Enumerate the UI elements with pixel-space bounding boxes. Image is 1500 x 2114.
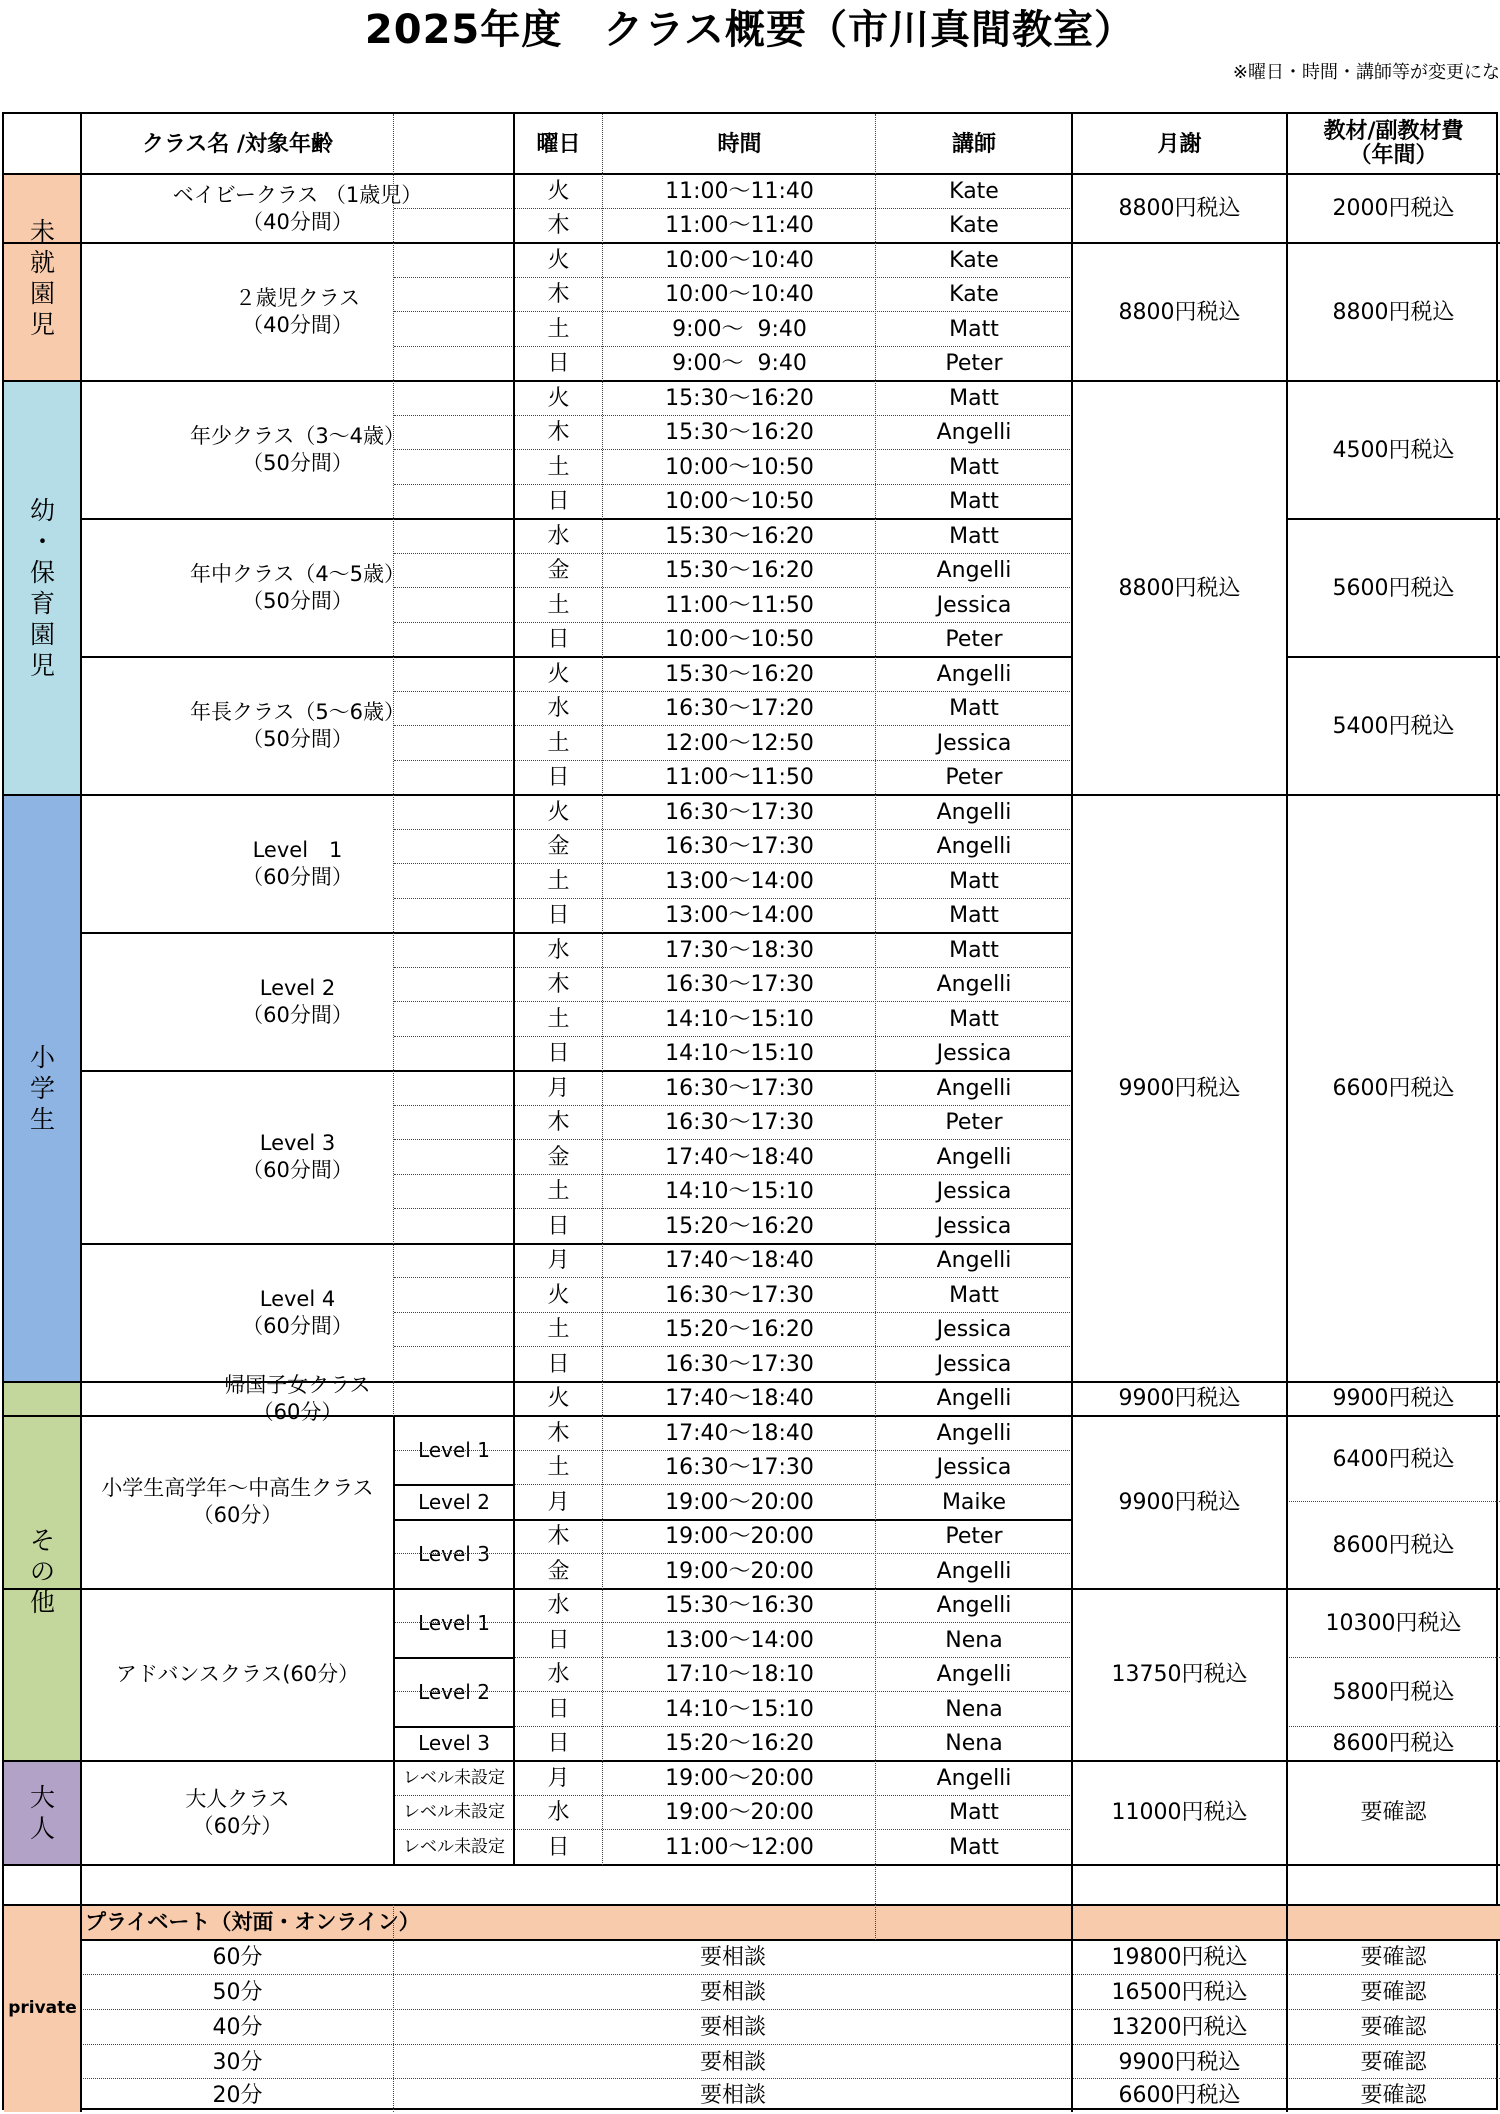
teacher-cell: Matt [949,1800,999,1826]
teacher-cell: Angelli [936,799,1012,825]
row-divider [394,863,1072,864]
time-cell: 16:30～17:30 [665,799,814,825]
day-cell: 水 [547,523,570,549]
day-cell: 土 [547,1317,570,1343]
row-divider [394,346,1072,347]
teacher-cell: Angelli [936,1558,1012,1584]
sublevel-upper_l2: Level 2 [418,1489,490,1514]
material-m_adult: 要確認 [1360,1800,1427,1826]
private-consult: 要相談 [699,1980,766,2005]
row-divider [394,1277,1072,1278]
row-divider [4,1588,1500,1590]
time-cell: 16:30～17:20 [665,696,814,722]
teacher-cell: Angelli [936,1075,1012,1101]
sublevel-adv_l1: Level 1 [418,1610,490,1635]
row-divider [394,1174,1072,1175]
teacher-cell: Jessica [936,1317,1012,1343]
teacher-cell: Matt [949,937,999,963]
sublevel-adv_l2: Level 2 [418,1679,490,1704]
time-cell: 14:10～15:10 [665,1041,814,1067]
day-cell: 火 [547,385,570,411]
row-divider [1287,1501,1500,1502]
day-cell: 水 [547,696,570,722]
fee-f_adult: 11000円税込 [1111,1800,1248,1826]
teacher-cell: Peter [945,765,1003,791]
group-other: そ の 他 [4,1382,81,1762]
sublevel-upper_l3: Level 3 [418,1541,490,1566]
day-cell: 日 [547,903,570,929]
day-cell: 水 [547,937,570,963]
private-duration: 60分 [212,1945,263,1970]
day-cell: 火 [547,1282,570,1308]
material-m_adv2: 5800円税込 [1332,1679,1455,1705]
row-divider [394,1484,514,1486]
fee-f_upper: 9900円税込 [1118,1489,1241,1515]
private-consult: 要相談 [699,1945,766,1970]
row-divider [4,1381,1500,1383]
day-cell: 日 [547,1627,570,1653]
time-cell: 16:30～17:30 [665,1351,814,1377]
teacher-cell: Angelli [936,1420,1012,1446]
material-m_baby: 2000円税込 [1332,196,1455,221]
teacher-cell: Nena [945,1696,1003,1722]
day-cell: 金 [547,1144,570,1170]
day-cell: 日 [547,1731,570,1757]
private-fee: 6600円税込 [1118,2083,1241,2108]
row-divider [394,898,1072,899]
teacher-cell: Matt [949,523,999,549]
class-advance: アドバンスクラス(60分） [115,1662,360,1687]
time-cell: 11:00～11:40 [665,178,814,204]
private-material: 要確認 [1360,1945,1427,1970]
teacher-cell: Matt [949,454,999,480]
day-cell: 水 [547,1800,570,1826]
time-cell: 16:30～17:30 [665,1455,814,1481]
sublevel-upper_l1: Level 1 [418,1438,490,1462]
header-fee: 月謝 [1157,131,1202,157]
day-cell: 月 [547,1075,570,1101]
row-divider [394,415,1072,416]
group-private: private [4,1905,81,2112]
day-cell: 日 [547,627,570,653]
row-divider [394,1657,514,1659]
column-divider [1286,114,1288,2112]
class-level-1: Level 1 （60分間） [242,838,353,889]
teacher-cell: Jessica [936,1351,1012,1377]
teacher-cell: Peter [945,1524,1003,1550]
column-divider [393,114,394,1382]
teacher-cell: Jessica [936,1179,1012,1205]
row-divider [394,1036,1072,1037]
header-day: 曜日 [536,131,581,157]
row-divider [394,553,1072,554]
column-divider [393,1905,394,2112]
row-divider [394,1795,1072,1796]
row-divider [4,794,1500,796]
row-divider [394,449,1072,450]
teacher-cell: Maike [941,1489,1007,1515]
time-cell: 17:40～18:40 [665,1386,814,1412]
time-cell: 9:00～ 9:40 [672,316,807,342]
fee-f_kinder: 8800円税込 [1118,575,1241,601]
day-cell: 日 [547,765,570,791]
time-cell: 17:40～18:40 [665,1248,814,1274]
time-cell: 13:00～14:00 [665,903,814,929]
teacher-cell: Matt [949,489,999,515]
column-divider [602,114,603,1865]
sublevel-adv_l3: Level 3 [418,1731,490,1756]
private-heading: プライベート（対面・オンライン） [85,1910,420,1934]
class-baby: ベイビークラス （1歳児） （40分間） [172,182,423,234]
day-cell: 月 [547,1248,570,1274]
private-duration: 40分 [212,2015,263,2040]
time-cell: 16:30～17:30 [665,1075,814,1101]
private-consult: 要相談 [699,2015,766,2040]
day-cell: 日 [547,1696,570,1722]
private-material: 要確認 [1360,1980,1427,2005]
row-divider [394,1312,1072,1313]
day-cell: 日 [547,351,570,377]
teacher-cell: Angelli [936,1593,1012,1619]
change-notice: ※曜日・時間・講師等が変更にな [1232,62,1500,83]
row-divider [4,242,1500,244]
time-cell: 15:20～16:20 [665,1213,814,1239]
private-material: 要確認 [1360,2049,1427,2075]
fee-f_baby: 8800円税込 [1118,196,1241,221]
private-fee: 19800円税込 [1111,1945,1248,1970]
day-cell: 土 [547,1006,570,1032]
teacher-cell: Angelli [936,834,1012,860]
row-divider [394,1726,514,1728]
row-divider [394,1553,1072,1554]
teacher-cell: Jessica [936,1455,1012,1481]
class-schedule-table [2,112,1498,2110]
teacher-cell: Peter [945,1110,1003,1136]
row-divider [4,1760,1500,1762]
time-cell: 15:30～16:20 [665,661,814,687]
private-consult: 要相談 [699,2083,766,2108]
material-m_two: 8800円税込 [1332,299,1455,325]
row-divider [394,1829,1072,1830]
teacher-cell: Matt [949,316,999,342]
class-nenchu: 年中クラス（4～5歳） （50分間） [189,562,406,613]
time-cell: 15:30～16:20 [665,558,814,584]
teacher-cell: Angelli [936,1144,1012,1170]
row-divider [81,518,1072,520]
day-cell: 日 [547,489,570,515]
time-cell: 14:10～15:10 [665,1696,814,1722]
time-cell: 10:00～10:50 [665,627,814,653]
time-cell: 11:00～11:50 [665,592,814,618]
teacher-cell: Matt [949,696,999,722]
row-divider [81,656,1072,658]
teacher-cell: Kate [949,282,999,308]
row-divider [394,484,1072,485]
time-cell: 16:30～17:30 [665,1282,814,1308]
private-duration: 20分 [212,2083,263,2108]
day-cell: 火 [547,799,570,825]
sublevel-adult: レベル未設定 [403,1767,505,1788]
teacher-cell: Angelli [936,1765,1012,1791]
day-cell: 水 [547,1662,570,1688]
day-cell: 土 [547,1179,570,1205]
teacher-cell: Peter [945,627,1003,653]
day-cell: 土 [547,868,570,894]
time-cell: 19:00～20:00 [665,1558,814,1584]
row-divider [4,1415,1500,1417]
private-fee: 16500円税込 [1111,1980,1248,2005]
time-cell: 10:00～10:50 [665,454,814,480]
private-duration: 50分 [212,1980,263,2005]
teacher-cell: Kate [949,247,999,273]
row-divider [4,173,1500,175]
time-cell: 15:30～16:20 [665,420,814,446]
header-teacher: 講師 [951,131,996,157]
day-cell: 土 [547,592,570,618]
time-cell: 19:00～20:00 [665,1524,814,1550]
teacher-cell: Matt [949,1006,999,1032]
class-level-3: Level 3 （60分間） [242,1131,353,1183]
teacher-cell: Kate [949,213,999,239]
row-divider [394,725,1072,726]
time-cell: 17:10～18:10 [665,1662,814,1688]
day-cell: 水 [547,1593,570,1619]
fee-f_adv: 13750円税込 [1111,1662,1248,1688]
teacher-cell: Angelli [936,1386,1012,1412]
column-divider [393,1416,395,1865]
day-cell: 月 [547,1765,570,1791]
row-divider [394,1622,1072,1623]
time-cell: 10:00～10:40 [665,282,814,308]
sublevel-adult: レベル未設定 [403,1802,505,1823]
day-cell: 土 [547,1455,570,1481]
column-divider [875,114,876,1940]
day-cell: 火 [547,178,570,204]
teacher-cell: Angelli [936,1662,1012,1688]
day-cell: 木 [547,1110,570,1136]
teacher-cell: Nena [945,1627,1003,1653]
private-material: 要確認 [1360,2083,1427,2108]
row-divider [394,967,1072,968]
column-divider [393,1382,394,1417]
teacher-cell: Angelli [936,661,1012,687]
time-cell: 11:00～11:50 [665,765,814,791]
page-title: 2025年度 クラス概要（市川真間教室） [364,7,1136,53]
private-fee: 13200円税込 [1111,2015,1248,2040]
time-cell: 19:00～20:00 [665,1489,814,1515]
material-m_nensho: 4500円税込 [1332,437,1455,463]
row-divider [394,311,1072,312]
row-divider [394,1001,1072,1002]
teacher-cell: Peter [945,351,1003,377]
row-divider [1287,518,1500,520]
row-divider [1287,1657,1500,1658]
row-divider [4,1904,1500,1906]
teacher-cell: Jessica [936,1041,1012,1067]
teacher-cell: Matt [949,903,999,929]
row-divider [394,208,1072,209]
class-nencho: 年長クラス（5～6歳） （50分間） [189,700,406,751]
class-nensho: 年少クラス（3～4歳） （50分間） [189,424,406,475]
time-cell: 11:00～12:00 [665,1834,814,1860]
day-cell: 金 [547,1558,570,1584]
class-adult: 大人クラス （60分） [185,1786,290,1838]
teacher-cell: Matt [949,385,999,411]
material-m_nenchu: 5600円税込 [1332,575,1455,601]
teacher-cell: Angelli [936,972,1012,998]
material-m_upper1: 6400円税込 [1332,1446,1455,1472]
private-material: 要確認 [1360,2015,1427,2040]
time-cell: 15:30～16:30 [665,1593,814,1619]
time-cell: 15:30～16:20 [665,385,814,411]
time-cell: 16:30～17:30 [665,834,814,860]
row-divider [81,1070,1072,1072]
row-divider [394,760,1072,761]
row-divider [394,1519,1072,1521]
time-cell: 17:40～18:40 [665,1144,814,1170]
class-kikoku: 帰国子女クラス （60分） [224,1372,371,1424]
class-upper-elementary: 小学生高学年～中高生クラス （60分） [101,1476,374,1528]
row-divider [394,1450,1072,1451]
day-cell: 日 [547,1041,570,1067]
material-m_nencho: 5400円税込 [1332,713,1455,739]
row-divider [4,1864,1500,1866]
time-cell: 13:00～14:00 [665,1627,814,1653]
day-cell: 木 [547,1524,570,1550]
group-kindergarten: 幼 ・ 保 育 園 児 [4,381,81,795]
row-divider [394,1139,1072,1140]
row-divider [394,1346,1072,1347]
day-cell: 木 [547,420,570,446]
material-m_kikoku: 9900円税込 [1332,1386,1455,1412]
day-cell: 日 [547,1213,570,1239]
teacher-cell: Matt [949,1834,999,1860]
time-cell: 17:30～18:30 [665,937,814,963]
teacher-cell: Jessica [936,730,1012,756]
day-cell: 火 [547,247,570,273]
material-m_upper2: 8600円税込 [1332,1532,1455,1558]
row-divider [394,691,1072,692]
time-cell: 13:00～14:00 [665,868,814,894]
column-divider [80,114,82,2112]
time-cell: 10:00～10:50 [665,489,814,515]
time-cell: 14:10～15:10 [665,1006,814,1032]
day-cell: 金 [547,834,570,860]
header-class-name: クラス名 /対象年齢 [141,131,334,157]
private-duration: 30分 [212,2049,263,2075]
row-divider [1287,1726,1500,1727]
class-two-year: ２歳児クラス （40分間） [234,286,361,337]
header-material: 教材/副教材費 （年間） [1323,119,1464,168]
day-cell: 火 [547,661,570,687]
day-cell: 木 [547,213,570,239]
group-elementary: 小 学 生 [4,795,81,1382]
time-cell: 12:00～12:50 [665,730,814,756]
group-adult: 大 人 [4,1761,81,1865]
column-divider [513,114,515,1865]
time-cell: 9:00～ 9:40 [672,351,807,377]
class-level-4: Level 4 （60分間） [242,1286,353,1338]
column-divider [1071,114,1073,2112]
time-cell: 17:40～18:40 [665,1420,814,1446]
teacher-cell: Matt [949,868,999,894]
row-divider [4,380,1500,382]
material-m_adv1: 10300円税込 [1325,1610,1462,1636]
sublevel-adult: レベル未設定 [403,1836,505,1857]
material-m_adv3: 8600円税込 [1332,1731,1455,1757]
material-m_elem: 6600円税込 [1332,1075,1455,1101]
day-cell: 土 [547,454,570,480]
teacher-cell: Matt [949,1282,999,1308]
day-cell: 土 [547,730,570,756]
day-cell: 火 [547,1386,570,1412]
header-time: 時間 [717,131,762,157]
row-divider [394,829,1072,830]
time-cell: 11:00～11:40 [665,213,814,239]
time-cell: 15:30～16:20 [665,523,814,549]
day-cell: 木 [547,972,570,998]
time-cell: 19:00～20:00 [665,1800,814,1826]
row-divider [394,1208,1072,1209]
private-consult: 要相談 [699,2049,766,2075]
time-cell: 16:30～17:30 [665,1110,814,1136]
teacher-cell: Kate [949,178,999,204]
row-divider [394,1105,1072,1106]
row-divider [394,622,1072,623]
row-divider [81,932,1072,934]
fee-f_kikoku: 9900円税込 [1118,1386,1241,1412]
row-divider [394,277,1072,278]
fee-f_two: 8800円税込 [1118,299,1241,325]
private-fee: 9900円税込 [1118,2049,1241,2075]
teacher-cell: Angelli [936,420,1012,446]
row-divider [394,587,1072,588]
class-level-2: Level 2 （60分間） [242,976,353,1027]
teacher-cell: Angelli [936,1248,1012,1274]
day-cell: 金 [547,558,570,584]
row-divider [81,1243,1072,1245]
group-preschool: 未 就 園 児 [4,174,81,381]
row-divider [394,1691,1072,1692]
row-divider [1287,656,1500,658]
time-cell: 16:30～17:30 [665,972,814,998]
fee-f_elem: 9900円税込 [1118,1075,1241,1101]
time-cell: 14:10～15:10 [665,1179,814,1205]
teacher-cell: Nena [945,1731,1003,1757]
teacher-cell: Jessica [936,1213,1012,1239]
day-cell: 土 [547,316,570,342]
time-cell: 15:20～16:20 [665,1731,814,1757]
time-cell: 10:00～10:40 [665,247,814,273]
time-cell: 19:00～20:00 [665,1765,814,1791]
teacher-cell: Jessica [936,592,1012,618]
teacher-cell: Angelli [936,558,1012,584]
day-cell: 月 [547,1489,570,1515]
day-cell: 日 [547,1351,570,1377]
day-cell: 木 [547,282,570,308]
time-cell: 15:20～16:20 [665,1317,814,1343]
day-cell: 木 [547,1420,570,1446]
day-cell: 日 [547,1834,570,1860]
